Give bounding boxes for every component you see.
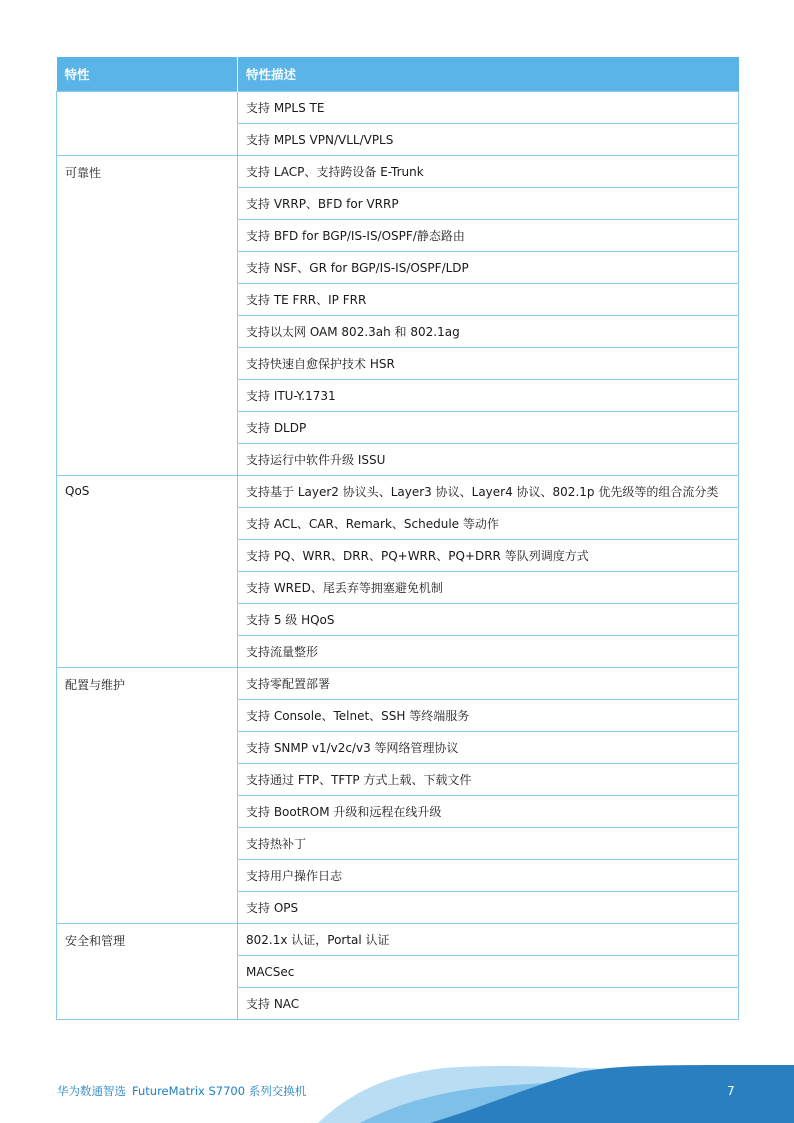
footer-document-title bbox=[57, 1083, 306, 1099]
table-row bbox=[57, 156, 739, 188]
description-cell: 支持 ITU-Y.1731 bbox=[238, 380, 739, 412]
description-cell: 支持用户操作日志 bbox=[238, 860, 739, 892]
description-cell: 支持 ACL、CAR、Remark、Schedule 等动作 bbox=[238, 508, 739, 540]
spec-table bbox=[56, 57, 739, 1020]
description-cell: 支持通过 FTP、TFTP 方式上载、下载文件 bbox=[238, 764, 739, 796]
description-cell: 支持以太网 OAM 802.3ah 和 802.1ag bbox=[238, 316, 739, 348]
footer-product: FutureMatrix S7700 系列交换机 bbox=[132, 1084, 307, 1098]
description-cell: 支持 BootROM 升级和远程在线升级 bbox=[238, 796, 739, 828]
description-cell: 支持 DLDP bbox=[238, 412, 739, 444]
table-header-row bbox=[57, 57, 739, 92]
feature-cell: 配置与维护 bbox=[57, 668, 238, 924]
feature-cell bbox=[57, 92, 238, 156]
description-cell: 支持 TE FRR、IP FRR bbox=[238, 284, 739, 316]
description-cell: 支持零配置部署 bbox=[238, 668, 739, 700]
header-description: 特性描述 bbox=[238, 57, 739, 92]
table-row bbox=[57, 92, 739, 124]
description-cell: 支持 MPLS VPN/VLL/VPLS bbox=[238, 124, 739, 156]
description-cell: 支持 NSF、GR for BGP/IS-IS/OSPF/LDP bbox=[238, 252, 739, 284]
description-cell: 支持 LACP、支持跨设备 E-Trunk bbox=[238, 156, 739, 188]
description-cell: 支持 OPS bbox=[238, 892, 739, 924]
description-cell: 支持 BFD for BGP/IS-IS/OSPF/静态路由 bbox=[238, 220, 739, 252]
description-cell: 支持 Console、Telnet、SSH 等终端服务 bbox=[238, 700, 739, 732]
feature-cell: QoS bbox=[57, 476, 238, 668]
page-number: 7 bbox=[727, 1084, 735, 1098]
description-cell: 支持 NAC bbox=[238, 988, 739, 1020]
description-cell: 支持 VRRP、BFD for VRRP bbox=[238, 188, 739, 220]
description-cell: 支持 SNMP v1/v2c/v3 等网络管理协议 bbox=[238, 732, 739, 764]
description-cell: 802.1x 认证，Portal 认证 bbox=[238, 924, 739, 956]
description-cell: 支持 MPLS TE bbox=[238, 92, 739, 124]
description-cell: 支持基于 Layer2 协议头、Layer3 协议、Layer4 协议、802.1p 优先级等的组合流分类 bbox=[238, 476, 739, 508]
description-cell: 支持 WRED、尾丢弃等拥塞避免机制 bbox=[238, 572, 739, 604]
feature-cell: 可靠性 bbox=[57, 156, 238, 476]
table-row bbox=[57, 924, 739, 956]
description-cell: 支持 PQ、WRR、DRR、PQ+WRR、PQ+DRR 等队列调度方式 bbox=[238, 540, 739, 572]
feature-cell: 安全和管理 bbox=[57, 924, 238, 1020]
description-cell: 支持热补丁 bbox=[238, 828, 739, 860]
table-row bbox=[57, 668, 739, 700]
table-body bbox=[57, 92, 739, 1020]
table-row bbox=[57, 476, 739, 508]
description-cell: 支持快速自愈保护技术 HSR bbox=[238, 348, 739, 380]
description-cell: 支持流量整形 bbox=[238, 636, 739, 668]
description-cell: 支持 5 级 HQoS bbox=[238, 604, 739, 636]
footer-brand: 华为数通智选 bbox=[57, 1084, 126, 1098]
description-cell: 支持运行中软件升级 ISSU bbox=[238, 444, 739, 476]
header-feature: 特性 bbox=[57, 57, 238, 92]
description-cell: MACSec bbox=[238, 956, 739, 988]
